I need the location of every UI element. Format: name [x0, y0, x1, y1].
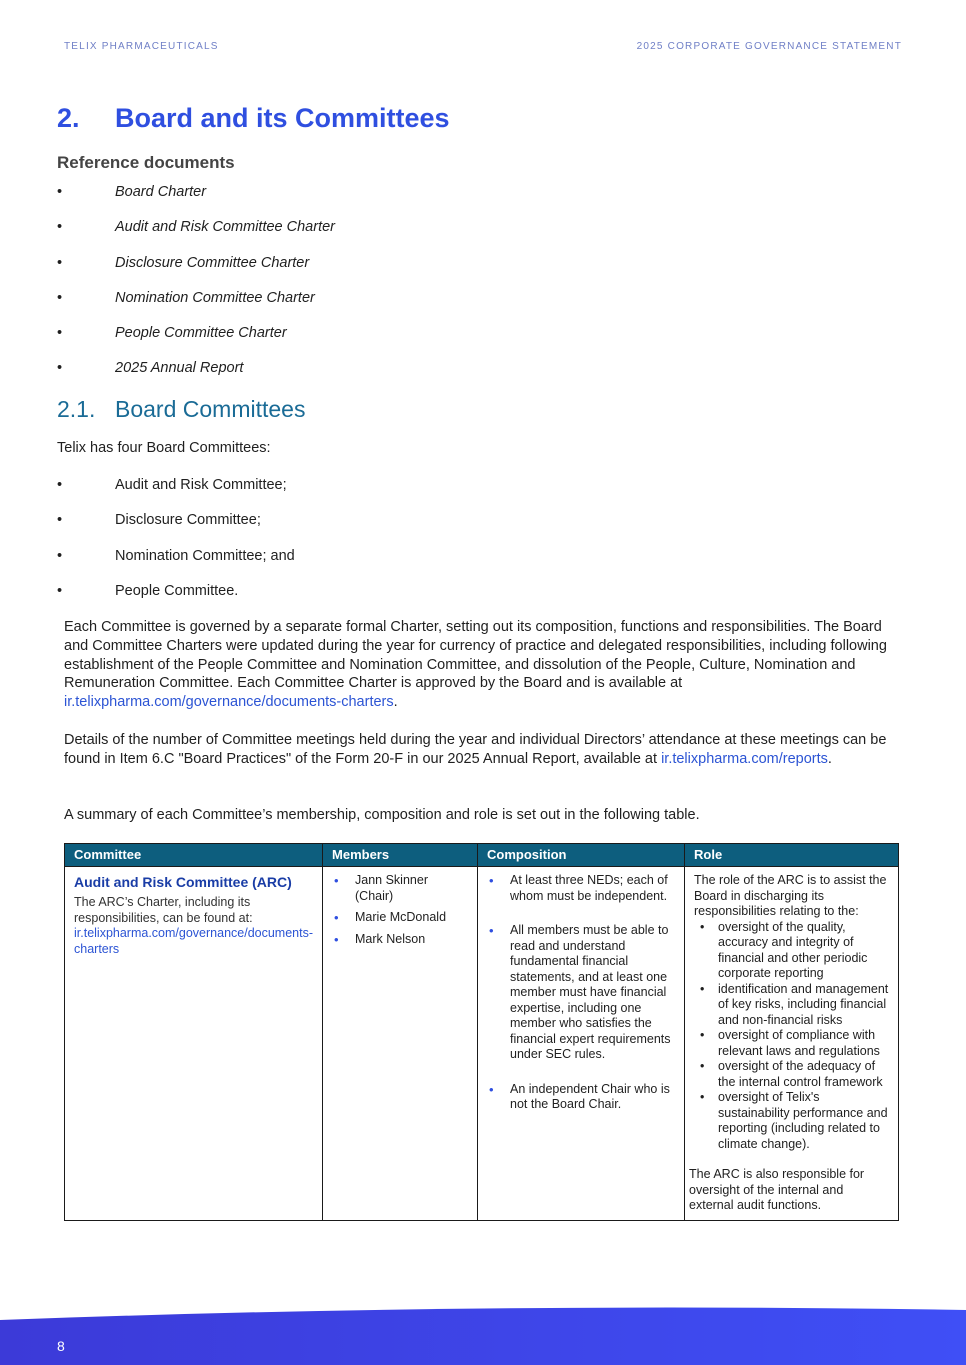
column-header-committee: Committee — [65, 844, 323, 867]
role-outro: The ARC is also responsible for oversight of the internal and external audit functions. — [689, 1167, 865, 1212]
role-item: • oversight of the quality, accuracy and integrity of financial and other periodic corporate reporting — [694, 920, 889, 982]
column-header-members: Members — [323, 844, 478, 867]
composition-cell — [478, 867, 685, 1221]
committee-table — [64, 843, 899, 1221]
header-document-title: 2025 CORPORATE GOVERNANCE STATEMENT — [636, 41, 902, 52]
subsection-heading — [57, 396, 305, 423]
arc-charter-link[interactable]: ir.telixpharma.com/governance/documents-charters — [74, 926, 314, 956]
header-company: TELIX PHARMACEUTICALS — [64, 41, 219, 52]
composition-item: • An independent Chair who is not the Board Chair. — [487, 1082, 675, 1113]
charters-link[interactable]: ir.telixpharma.com/governance/documents-charters — [64, 694, 394, 711]
role-item: • oversight of Telix's sustainability performance and reporting (including related to climate change). — [694, 1090, 889, 1152]
committee-cell — [65, 867, 323, 1221]
composition-item: • At least three NEDs; each of whom must be independent. — [487, 873, 675, 904]
footer-band — [0, 1300, 966, 1365]
role-item: • oversight of the adequacy of the internal control framework — [694, 1059, 889, 1090]
section-title: Board and its Committees — [115, 103, 450, 133]
subsection-title: Board Committees — [115, 396, 306, 422]
page-number: 8 — [57, 1338, 65, 1354]
column-header-composition: Composition — [478, 844, 685, 867]
reports-link[interactable]: ir.telixpharma.com/reports — [661, 750, 828, 767]
meetings-paragraph: Details of the number of Committee meetings held during the year and individual Directors’ attendance at these meetings can be found in Item 6.C "Board Practices" of the Form 20-F in our 2025 Annual Report, available at ir.telixpharma.com/reports. — [64, 732, 887, 767]
member-item: • Marie McDonald — [332, 910, 468, 926]
summary-paragraph: A summary of each Committee’s membership, composition and role is set out in the following table. — [64, 807, 700, 823]
member-item: • Jann Skinner (Chair) — [332, 873, 468, 904]
composition-item: • All members must be able to read and understand fundamental financial statements, and at least one member must have financial expertise, including one member who satisfies the financial expert requirements under SEC rules. — [487, 923, 675, 1063]
role-item: • oversight of compliance with relevant laws and regulations — [694, 1028, 889, 1059]
table-row — [65, 867, 899, 1221]
table-header-row — [65, 844, 899, 867]
charter-paragraph: Each Committee is governed by a separate formal Charter, setting out its composition, functions and responsibilities. The Board and Committee Charters were updated during the year for currency of practice and delegated responsibilities, including following establishment of the People Committee and Nomination Committee, and dissolution of the People, Culture, Nomination and Remuneration Committee. Each Committee Charter is approved by the Board and is available at ir.telixpharma.com/governance/documents-charters. — [64, 619, 887, 711]
member-item: • Mark Nelson — [332, 932, 468, 948]
role-item: • identification and management of key risks, including financial and non-financial risks — [694, 982, 889, 1029]
section-number: 2. — [57, 103, 80, 133]
column-header-role: Role — [685, 844, 899, 867]
committee-name: Audit and Risk Committee (ARC) — [74, 874, 292, 890]
committee-description: The ARC’s Charter, including its responsibilities, can be found at: ir.telixpharma.com/governance/documents-charters — [74, 895, 314, 956]
section-heading — [57, 103, 450, 134]
reference-documents-heading: Reference documents — [57, 153, 235, 172]
committees-intro: Telix has four Board Committees: — [57, 440, 271, 456]
members-cell — [323, 867, 478, 1221]
subsection-number: 2.1. — [57, 396, 96, 422]
role-intro: The role of the ARC is to assist the Board in discharging its responsibilities relating to the: — [694, 873, 887, 918]
role-cell — [685, 867, 899, 1221]
